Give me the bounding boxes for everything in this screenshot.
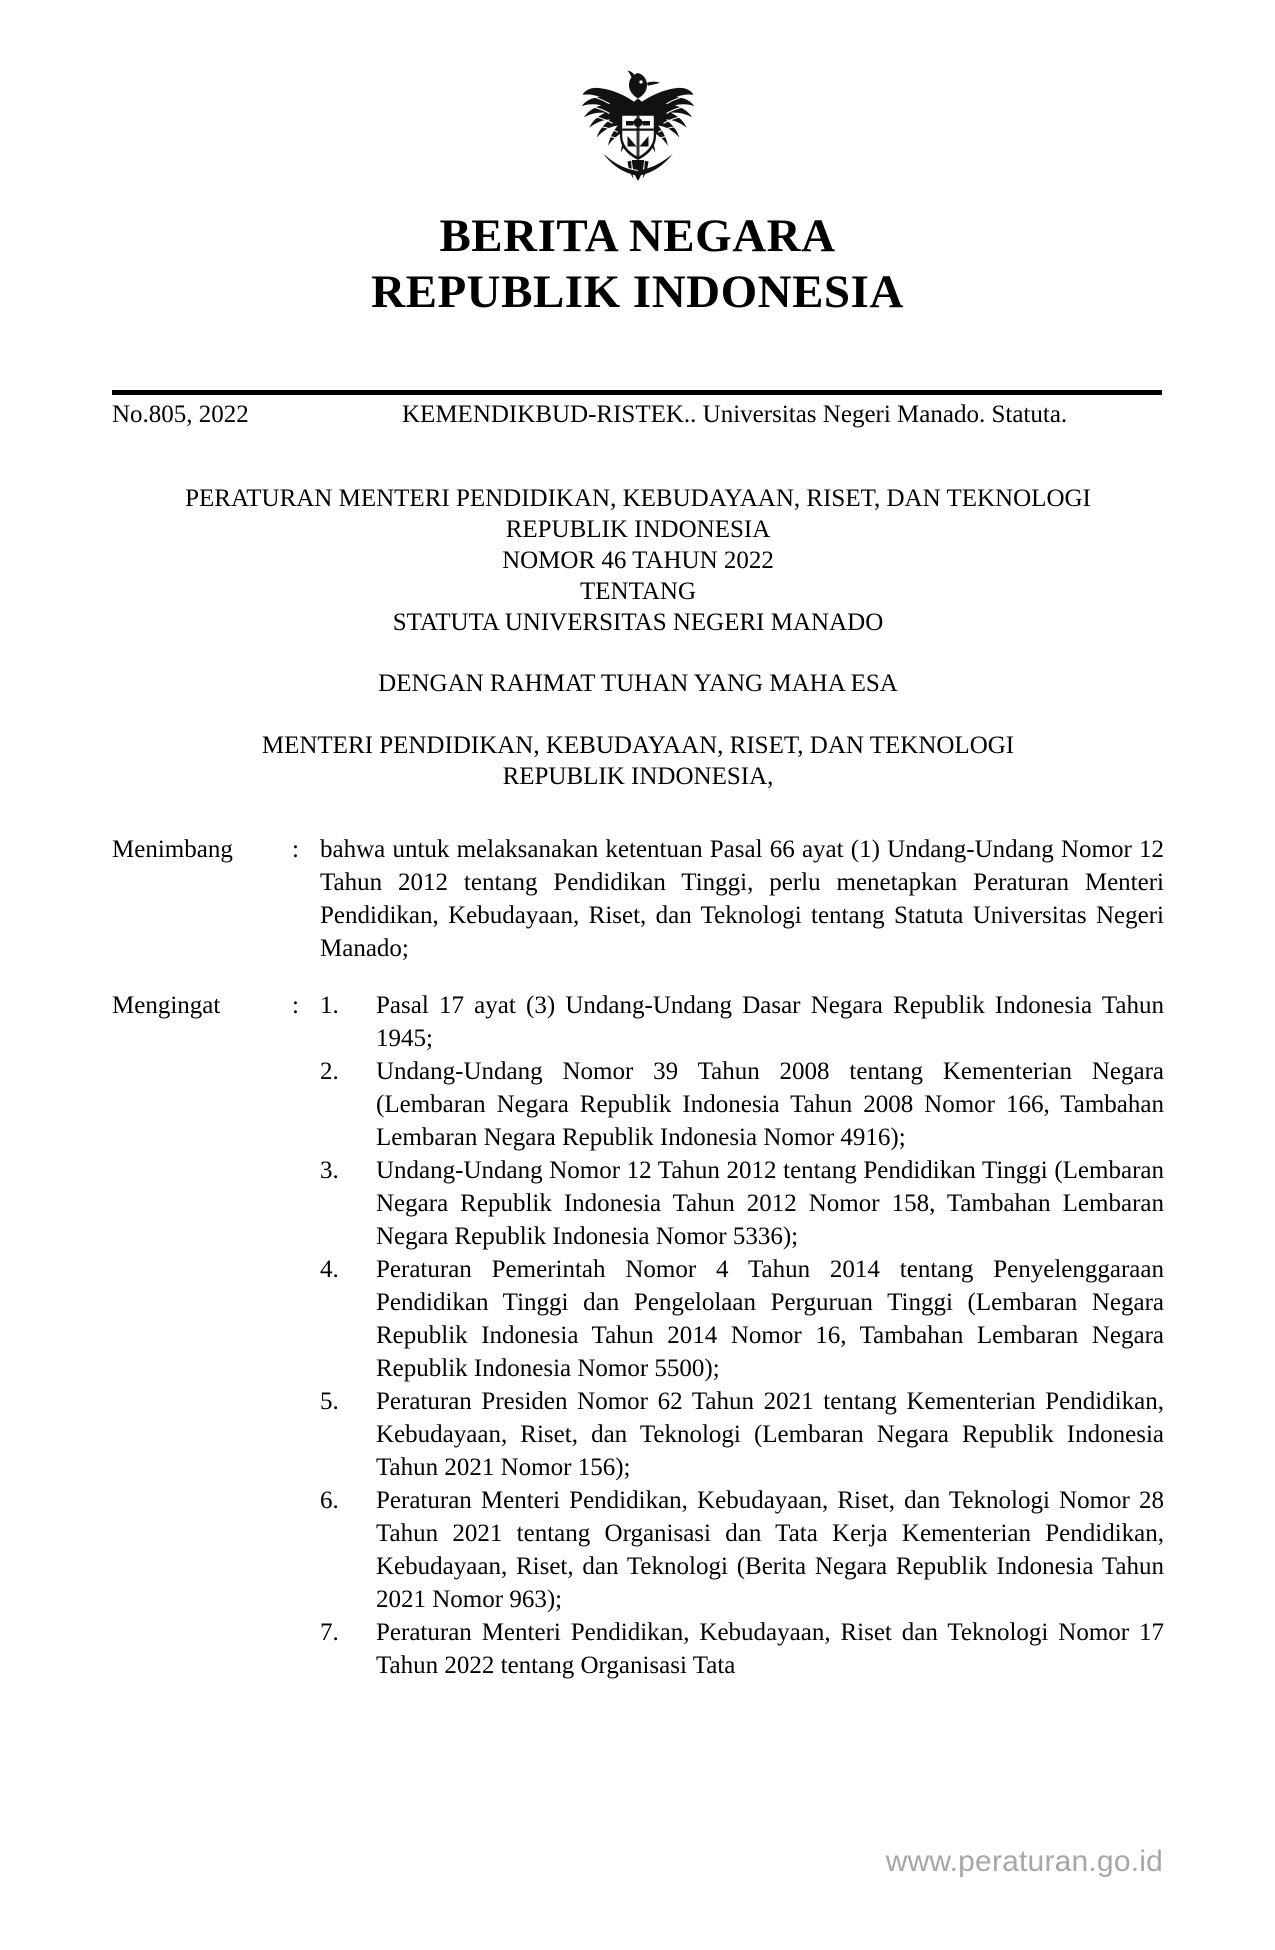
list-item-number: 5. bbox=[320, 1388, 339, 1415]
clause-mengingat bbox=[112, 989, 1164, 1682]
clause-mengingat-body bbox=[320, 989, 1164, 1682]
list-item bbox=[320, 1055, 1164, 1154]
list-item-number: 2. bbox=[320, 1058, 339, 1085]
masthead-line-2: REPUBLIK INDONESIA bbox=[371, 266, 904, 318]
gazette-number: No.805, 2022 bbox=[112, 401, 249, 428]
minister-heading bbox=[112, 730, 1164, 792]
masthead bbox=[0, 208, 1275, 320]
clause-mengingat-colon: : bbox=[292, 992, 299, 1019]
list-item-number: 6. bbox=[320, 1487, 339, 1514]
masthead-line-1: BERITA NEGARA bbox=[439, 210, 836, 262]
title-line-1: PERATURAN MENTERI PENDIDIKAN, KEBUDAYAAN, RISET, DAN TEKNOLOGI bbox=[185, 485, 1091, 512]
minister-line-1: MENTERI PENDIDIKAN, KEBUDAYAAN, RISET, DAN TEKNOLOGI bbox=[261, 732, 1015, 759]
list-item-text: Pasal 17 ayat (3) Undang-Undang Dasar Negara Republik Indonesia Tahun 1945; bbox=[376, 992, 1164, 1052]
emblem-container bbox=[0, 58, 1275, 208]
clause-menimbang-text: bahwa untuk melaksanakan ketentuan Pasal 66 ayat (1) Undang-Undang Nomor 12 Tahun 2012 tentang Pendidikan Tinggi, perlu menetapkan Peraturan Menteri Pendidikan, Kebudayaan, Riset, dan Teknologi tentang Statuta Universitas Negeri Manado; bbox=[320, 836, 1164, 962]
list-item bbox=[320, 1253, 1164, 1385]
clause-menimbang bbox=[112, 833, 1164, 965]
list-item bbox=[320, 1154, 1164, 1253]
reference-line bbox=[112, 398, 1164, 431]
list-item-text: Peraturan Pemerintah Nomor 4 Tahun 2014 tentang Penyelenggaraan Pendidikan Tinggi dan Pengelolaan Perguruan Tinggi (Lembaran Negara Republik Indonesia Tahun 2014 Nomor 16, Tambahan Lembaran Negara Republik Indonesia Nomor 5500); bbox=[376, 1256, 1164, 1382]
list-item bbox=[320, 1484, 1164, 1616]
list-item bbox=[320, 989, 1164, 1055]
list-item-number: 1. bbox=[320, 992, 339, 1019]
mengingat-list bbox=[320, 989, 1164, 1682]
clause-mengingat-label: Mengingat bbox=[112, 992, 221, 1019]
clause-menimbang-body bbox=[320, 833, 1164, 965]
list-item-text: Peraturan Menteri Pendidikan, Kebudayaan, Riset dan Teknologi Nomor 17 Tahun 2022 tentang Organisasi Tata bbox=[376, 1619, 1164, 1679]
list-item bbox=[320, 1385, 1164, 1484]
clause-menimbang-label: Menimbang bbox=[112, 836, 233, 863]
masthead-divider bbox=[112, 390, 1162, 395]
enacting-clause: DENGAN RAHMAT TUHAN YANG MAHA ESA bbox=[378, 670, 898, 697]
gazette-subject: KEMENDIKBUD-RISTEK.. Universitas Negeri Manado. Statuta. bbox=[402, 401, 1068, 428]
footer-watermark: www.peraturan.go.id bbox=[885, 1845, 1163, 1878]
list-item-text: Peraturan Presiden Nomor 62 Tahun 2021 tentang Kementerian Pendidikan, Kebudayaan, Riset, dan Teknologi (Lembaran Negara Republik Indonesia Tahun 2021 Nomor 156); bbox=[376, 1388, 1164, 1481]
list-item-text: Undang-Undang Nomor 39 Tahun 2008 tentang Kementerian Negara (Lembaran Negara Republik Indonesia Tahun 2008 Nomor 166, Tambahan Lembaran Negara Republik Indonesia Nomor 4916); bbox=[376, 1058, 1164, 1151]
list-item-number: 7. bbox=[320, 1619, 339, 1646]
title-line-2: REPUBLIK INDONESIA bbox=[505, 516, 771, 543]
list-item-text: Peraturan Menteri Pendidikan, Kebudayaan, Riset, dan Teknologi Nomor 28 Tahun 2021 tentang Organisasi dan Tata Kerja Kementerian Pendidikan, Kebudayaan, Riset, dan Teknologi (Berita Negara Republik Indonesia Tahun 2021 Nomor 963); bbox=[376, 1487, 1164, 1613]
clauses-section bbox=[112, 833, 1164, 1706]
clause-menimbang-colon: : bbox=[292, 836, 299, 863]
title-subject: STATUTA UNIVERSITAS NEGERI MANADO bbox=[392, 609, 884, 636]
list-item-number: 3. bbox=[320, 1157, 339, 1184]
garuda-pancasila-emblem bbox=[563, 58, 713, 208]
list-item-text: Undang-Undang Nomor 12 Tahun 2012 tentang Pendidikan Tinggi (Lembaran Negara Republik Indonesia Tahun 2012 Nomor 158, Tambahan Lembaran Negara Republik Indonesia Nomor 5336); bbox=[376, 1157, 1164, 1250]
list-item-number: 4. bbox=[320, 1256, 339, 1283]
title-tentang: TENTANG bbox=[579, 578, 697, 605]
list-item bbox=[320, 1616, 1164, 1682]
title-number: NOMOR 46 TAHUN 2022 bbox=[502, 547, 774, 574]
regulation-title-block bbox=[112, 483, 1164, 638]
minister-line-2: REPUBLIK INDONESIA, bbox=[502, 763, 774, 790]
